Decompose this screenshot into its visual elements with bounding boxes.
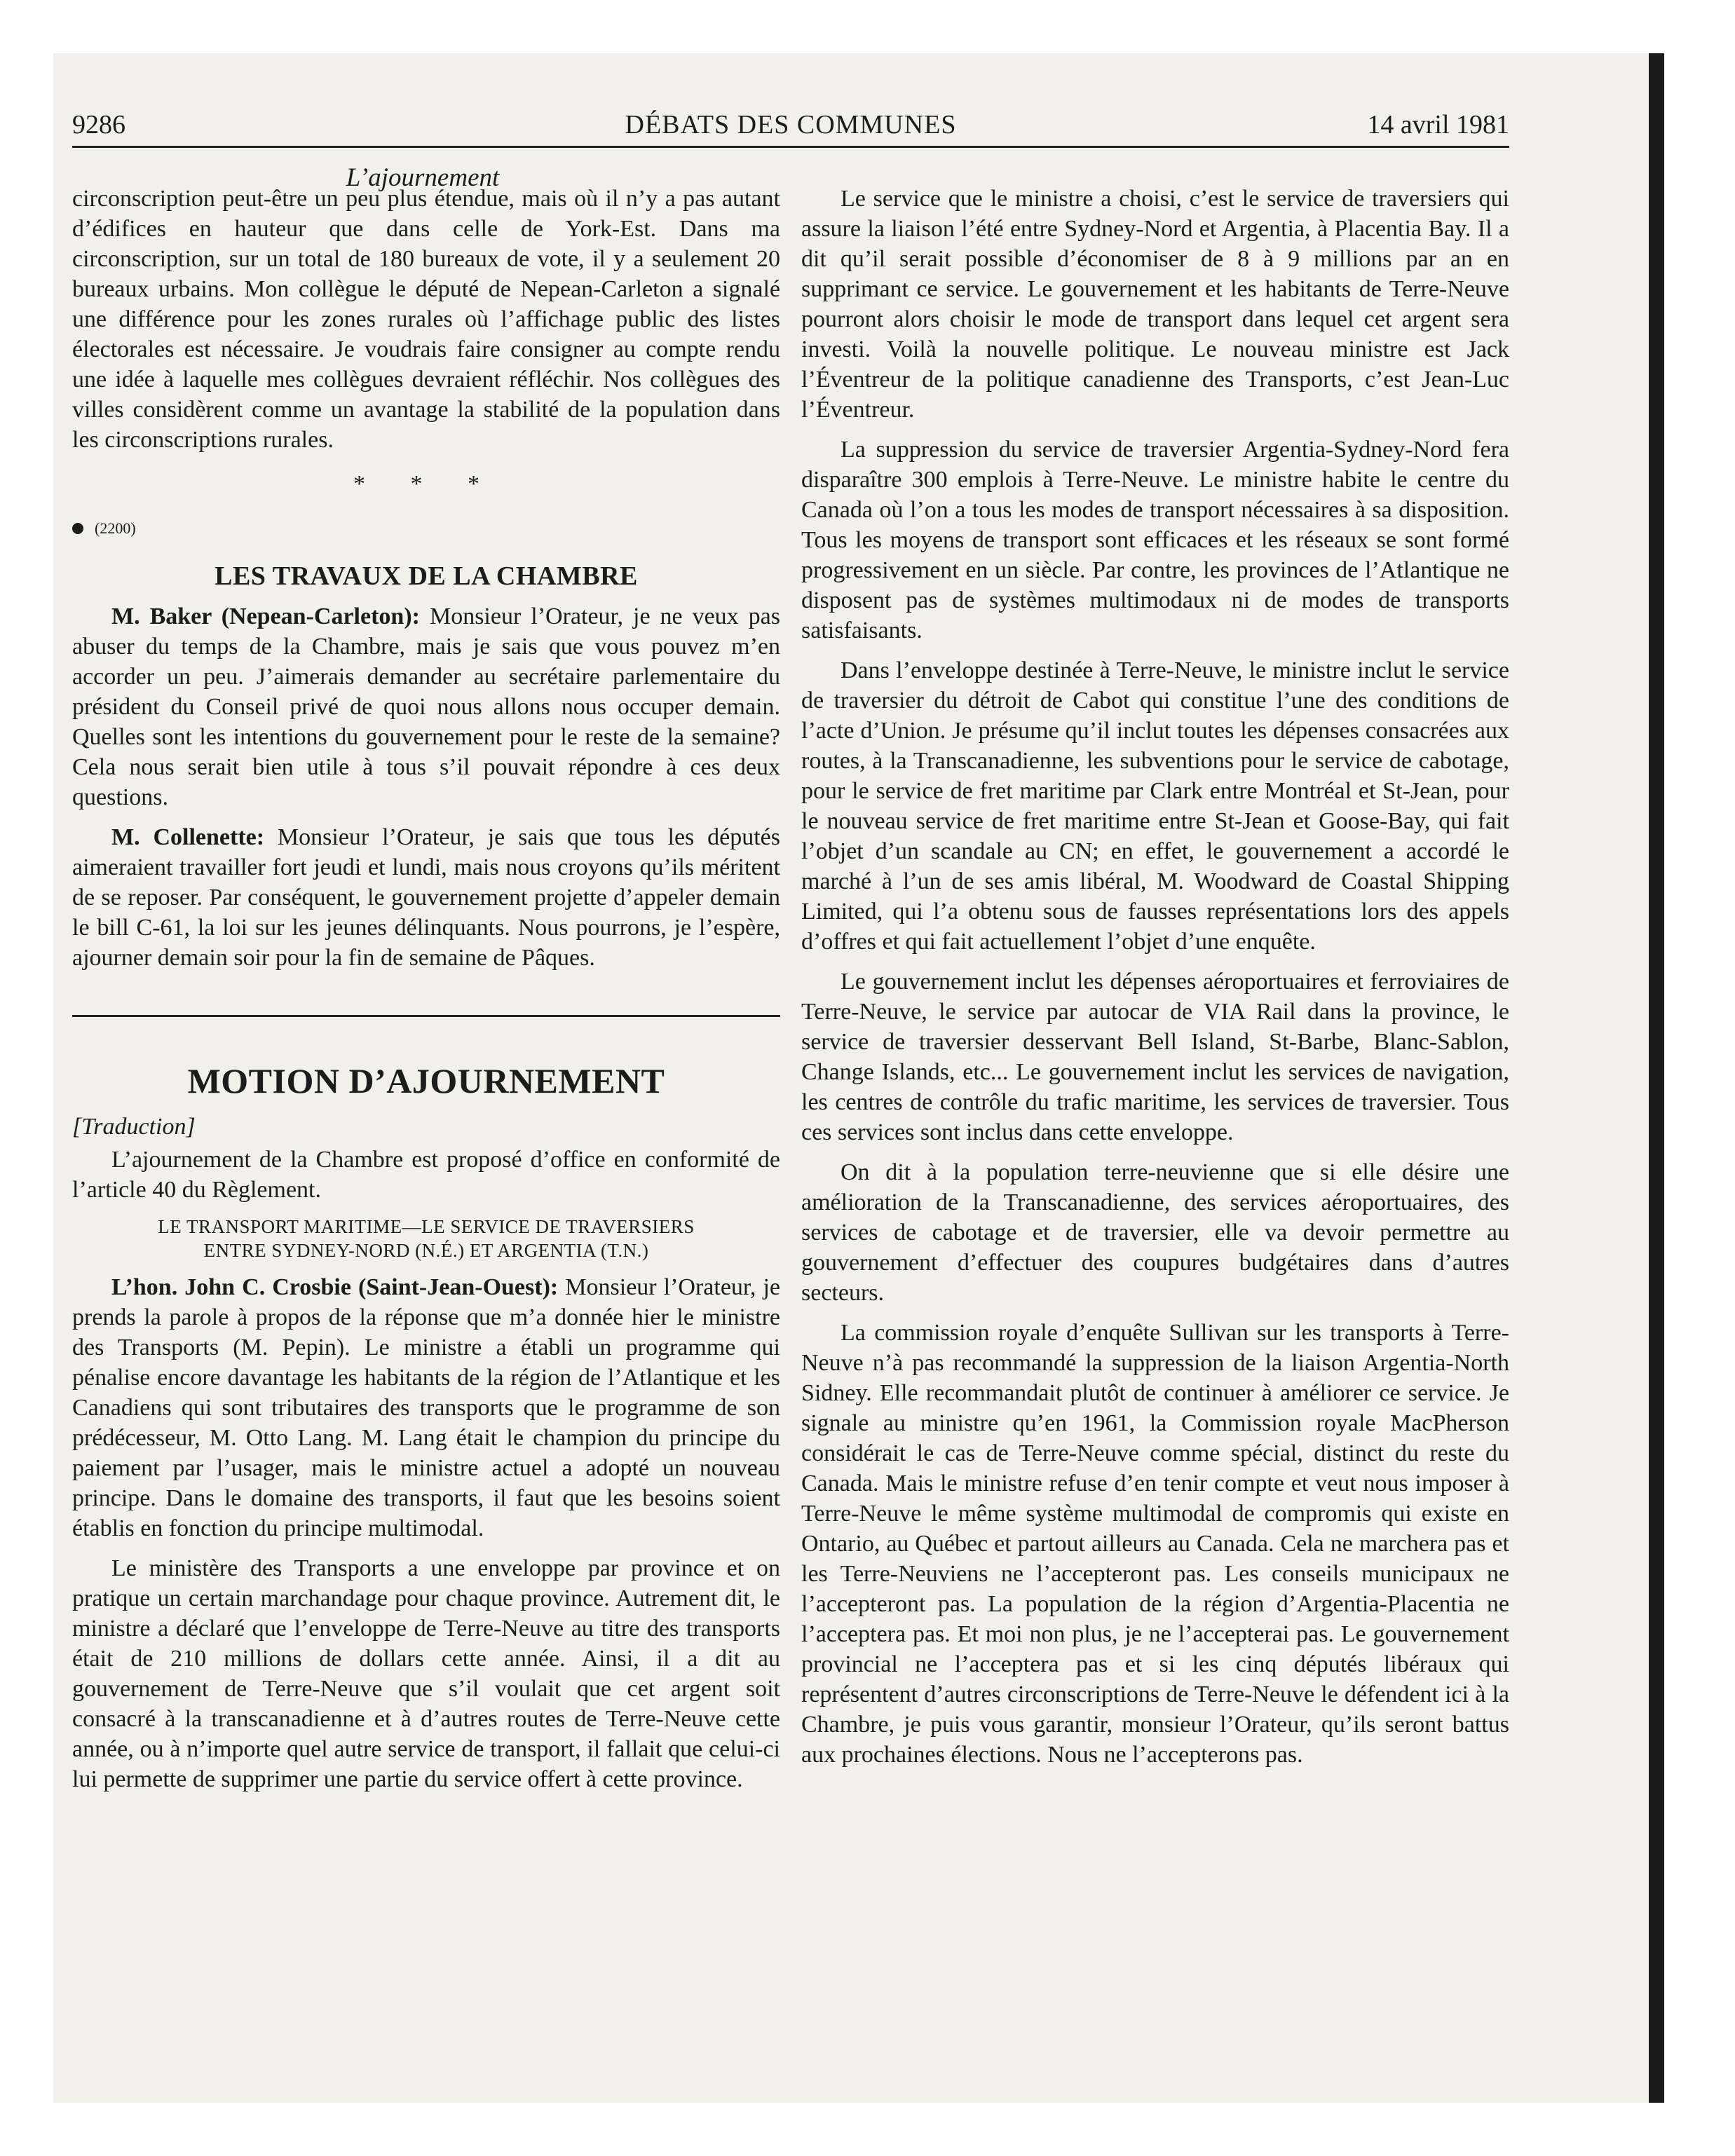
speech-text: Monsieur l’Orateur, je prends la parole à propos de la réponse que m’a donnée hier le ministre des Transports (M. Pepin). Le ministre a établi un programme qui pénalise encore davantage les habitants de la région de l’Atlantique et les Canadiens qui sont tributaires des transports que le programme de son prédécesseur, M. Otto Lang. M. Lang était le champion du principe du paiement par l’usager, mais le ministre actuel a adopté un nouveau principe. Dans le domaine des transports, il faut que les besoins soient établis en fonction du principe multimodal. [72, 1274, 780, 1541]
speech-text: Monsieur l’Orateur, je ne veux pas abuser du temps de la Chambre, mais je sais que vous pouvez m’en accorder un peu. J’aimerais demander au secrétaire parlementaire du président du Conseil privé de quoi nous allons nous occuper demain. Quelles sont les intentions du gouvernement pour le reste de la semaine? Cela nous serait bien utile à tous s’il pouvait répondre à ces deux questions. [72, 603, 780, 810]
paragraph: La commission royale d’enquête Sullivan sur les transports à Terre-Neuve n’à pas recommandé la suppression de la liaison Argentia-North Sidney. Elle recommandait plutôt de continuer à améliorer ce service. Je signale au ministre qu’en 1961, la Commission royale MacPherson considérait le cas de Terre-Neuve comme spécial, distinct du reste du Canada. Mais le ministre refuse d’en tenir compte et veut nous imposer à Terre-Neuve le même système multimodal de compromis qui existe en Ontario, au Québec et partout ailleurs au Canada. Cela ne marchera pas et les Terre-Neuviens ne l’accepteront pas. Les conseils municipaux ne l’accepteront pas. La population de la région d’Argentia-Placentia ne l’acceptera pas. Et moi non plus, je ne l’accepterai pas. Le gouvernement provincial ne l’acceptera pas et si les cinq députés libéraux qui représentent d’autres circonscriptions de Terre-Neuve le défendent ici à la Chambre, je puis vous garantir, monsieur l’Orateur, qu’ils seront battus aux prochaines élections. Nous ne l’accepterons pas. [801, 1320, 1509, 1768]
paragraph: La suppression du service de traversier Argentia-Sydney-Nord fera disparaître 300 emplois à Terre-Neuve. Le ministre habite le centre du Canada où l’on a tous les modes de transport nécessaires à sa disposition. Tous les moyens de transport sont efficaces et les réseaux se sont formé progressivement en un siècle. Par contre, les provinces de l’Atlantique ne disposent pas de systèmes multimodaux ni de modes de transports satisfaisants. [801, 437, 1509, 643]
scan-edge-bar [1649, 53, 1664, 2103]
debate-subheading [72, 1215, 780, 1262]
paragraph: circonscription peut-être un peu plus étendue, mais où il n’y a pas autant d’édifices en hauteur que dans celle de York-Est. Dans ma circonscription, sur un total de 180 bureaux de vote, il y a seulement 20 bureaux urbains. Mon collègue le député de Nepean-Carleton a signalé une différence pour les zones rurales où l’affichage public des listes électorales est nécessaire. Je voudrais faire consigner au compte rendu une idée à laquelle mes collègues devraient réfléchir. Nos collègues des villes considèrent comme un avantage la stabilité de la population dans les circonscriptions rurales. [72, 186, 780, 453]
timestamp [72, 513, 780, 543]
subheading-line: ENTRE SYDNEY-NORD (N.É.) ET ARGENTIA (T.N.) [203, 1240, 649, 1261]
paragraph: On dit à la population terre-neuvienne que si elle désire une amélioration de la Transcanadienne, des services aéroportuaires, des services de cabotage et de traversier, elle va devoir permettre au gouvernement d’effectuer des coupures budgétaires dans d’autres secteurs. [801, 1159, 1509, 1306]
speaker-name: M. Baker (Nepean-Carleton): [111, 603, 420, 629]
motion-text: L’ajournement de la Chambre est proposé d’office en conformité de l’article 40 du Règlement. [72, 1147, 780, 1203]
section-separator: * * * [353, 471, 499, 497]
subheading-line: LE TRANSPORT MARITIME—LE SERVICE DE TRAVERSIERS [158, 1216, 695, 1237]
column-rule [72, 1015, 780, 1017]
running-head [72, 105, 1509, 147]
speech-collenette [72, 822, 780, 973]
page-number: 9286 [72, 110, 125, 139]
paragraph: Dans l’enveloppe destinée à Terre-Neuve, le ministre inclut le service de traversier du détroit de Cabot qui constitue l’une des conditions de l’acte d’Union. Je présume qu’il inclut toutes les dépenses consacrées aux routes, à la Transcanadienne, les subventions pour le service de cabotage, pour le service de fret maritime par Clark entre Montréal et St-Jean, pour le nouveau service de fret maritime entre St-Jean et Goose-Bay, qui fait l’objet d’un scandale au CN; en effet, le gouvernement a accordé le marché à l’un de ses amis libéral, M. Woodward de Coastal Shipping Limited, qui l’a obtenu sous de fausses représentations lors des appels d’offres et qui fait actuellement l’objet d’une enquête. [801, 657, 1509, 955]
bullet-icon [72, 523, 83, 534]
paragraph: Le gouvernement inclut les dépenses aéroportuaires et ferroviaires de Terre-Neuve, le service par autocar de VIA Rail dans la province, le service de traversier desservant Bell Island, St-Barbe, Blanc-Sablon, Change Islands, etc... Le gouvernement inclut les services de navigation, les centres de contrôle du trafic maritime, les services de traversier. Tous ces services sont inclus dans cette enveloppe. [801, 969, 1509, 1145]
speech-text: Monsieur l’Orateur, je sais que tous les députés aimeraient travailler fort jeudi et lundi, mais nous croyons qu’ils méritent de se reposer. Par conséquent, le gouvernement projette d’appeler demain le bill C-61, la loi sur les jeunes délinquants. Nous pourrons, je l’espère, ajourner demain soir pour la fin de semaine de Pâques. [72, 824, 780, 971]
paragraph: Le ministère des Transports a une enveloppe par province et on pratique un certain marchandage pour chaque province. Autrement dit, le ministre a déclaré que l’enveloppe de Terre-Neuve au titre des transports était de 210 millions de dollars cette année. Ainsi, il a dit au gouvernement de Terre-Neuve que s’il voulait que cet argent soit consacré à la transcanadienne et à d’autres routes de Terre-Neuve cette année, ou à n’importe quel autre service de transport, il fallait que celui-ci lui permette de supprimer une partie du service offert à cette province. [72, 1555, 780, 1792]
timestamp-text: (2200) [95, 519, 136, 537]
right-column [801, 184, 1509, 1780]
issue-date: 14 avril 1981 [1367, 110, 1509, 139]
header-rule [72, 146, 1509, 148]
house-business-heading: LES TRAVAUX DE LA CHAMBRE [215, 561, 638, 591]
speech-baker [72, 601, 780, 812]
speech-crosbie [72, 1272, 780, 1543]
publication-title: DÉBATS DES COMMUNES [625, 110, 957, 139]
left-column [72, 184, 780, 1804]
paragraph: Le service que le ministre a choisi, c’est le service de traversiers qui assure la liaison l’été entre Sydney-Nord et Argentia, à Placentia Bay. Il a dit qu’il serait possible d’économiser de 8 à 9 millions par an en supprimant ce service. Le gouvernement et les habitants de Terre-Neuve pourront alors choisir le mode de transport dans lequel cet argent sera investi. Voilà la nouvelle politique. Le nouveau ministre est Jack l’Éventreur de la politique canadienne des Transports, c’est Jean-Luc l’Éventreur. [801, 186, 1509, 423]
motion-heading: MOTION D’AJOURNEMENT [187, 1061, 665, 1100]
speaker-name: M. Collenette: [111, 824, 265, 850]
speaker-name: L’hon. John C. Crosbie (Saint-Jean-Ouest): [111, 1274, 559, 1300]
translation-label: [Traduction] [72, 1114, 196, 1140]
section-title: L’ajournement [346, 163, 500, 192]
translation-text: Traduction [81, 1114, 186, 1140]
